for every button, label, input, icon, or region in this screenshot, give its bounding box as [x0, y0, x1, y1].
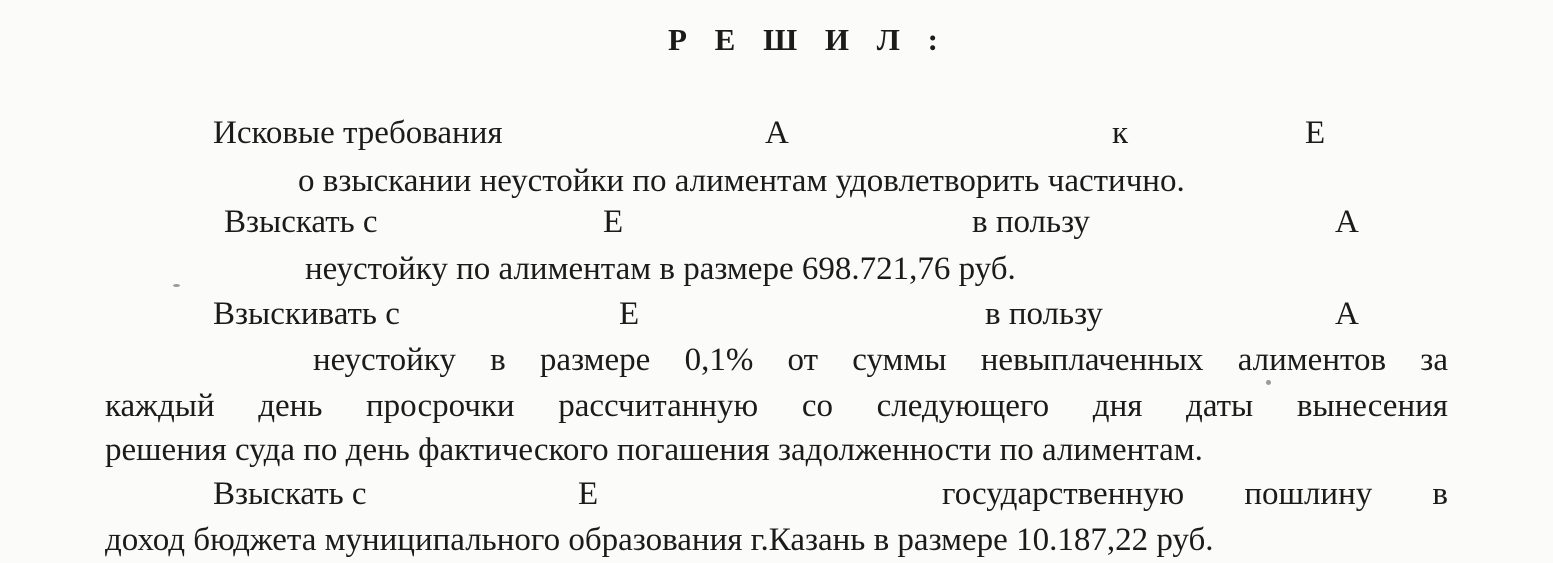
scan-speck	[1266, 380, 1271, 385]
recover-fee-label: Взыскать с	[213, 476, 367, 512]
redacted-name-initial: А	[765, 115, 789, 151]
redacted-name-initial: Е	[619, 296, 640, 332]
word: каждый	[105, 388, 215, 424]
word: размере	[539, 342, 651, 378]
word: даты	[1186, 388, 1254, 424]
word: рассчитанную	[558, 388, 759, 424]
claim-label: Исковые требования	[213, 115, 503, 151]
claim-text: о взыскании неустойки по алиментам удовлетворить частично.	[298, 163, 1185, 199]
word: дня	[1092, 388, 1143, 424]
word: день	[258, 388, 323, 424]
word: просрочки	[366, 388, 515, 424]
word: следующего	[876, 388, 1050, 424]
word: за	[1420, 342, 1448, 378]
redacted-name-initial: Е	[578, 476, 599, 512]
redacted-name-initial: Е	[603, 204, 624, 240]
penalty-rate-line	[313, 340, 1448, 380]
scan-speck	[173, 284, 180, 287]
redacted-name-initial: А	[1335, 204, 1359, 240]
recover-label: Взыскать с	[224, 204, 378, 240]
document-heading: Р Е Ш И Л :	[668, 22, 948, 57]
state-fee-amount-text: доход бюджета муниципального образования г.Казань в размере 10.187,22 руб.	[105, 522, 1214, 558]
word: от	[787, 342, 819, 378]
word: невыплаченных	[980, 342, 1204, 378]
preposition-k: к	[1112, 115, 1129, 151]
word: неустойку	[313, 342, 456, 378]
state-fee-label: государственную пошлину в	[942, 476, 1448, 512]
redacted-name-initial: А	[1335, 296, 1359, 332]
penalty-period-line	[105, 386, 1448, 426]
in-favor-label: в пользу	[985, 296, 1103, 332]
recover-ongoing-label: Взыскивать с	[213, 296, 400, 332]
penalty-end-line: решения суда по день фактического погашения задолженности по алиментам.	[105, 432, 1203, 468]
in-favor-label: в пользу	[972, 204, 1090, 240]
word: со	[801, 388, 833, 424]
word: в	[490, 342, 506, 378]
word: 0,1%	[684, 342, 754, 378]
word: суммы	[852, 342, 947, 378]
word: алиментов	[1237, 342, 1387, 378]
redacted-name-initial: Е	[1305, 115, 1326, 151]
penalty-amount-text: неустойку по алиментам в размере 698.721,76 руб.	[305, 251, 1016, 287]
word: вынесения	[1296, 388, 1448, 424]
